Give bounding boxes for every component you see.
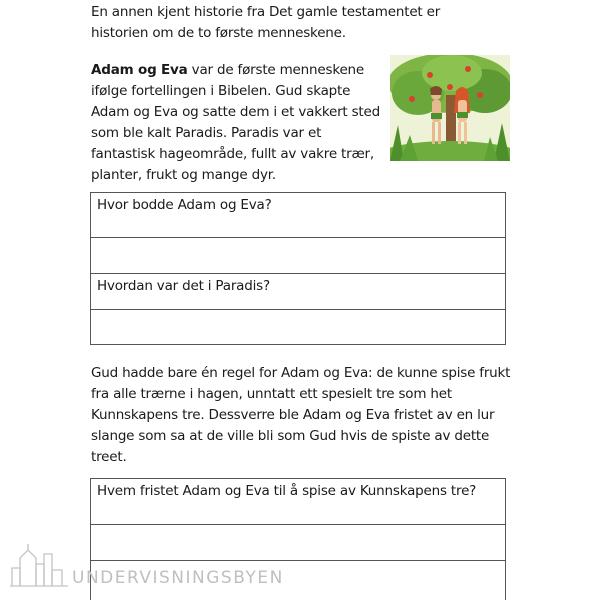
question-table-1 (90, 192, 506, 345)
question-3: Hvem fristet Adam og Eva til å spise av Kunnskapens tre? (91, 479, 505, 525)
adam-eva-bold: Adam og Eva (91, 62, 188, 78)
adam-eva-rest: var de første menneskene ifølge fortellingen i Bibelen. Gud skapte Adam og Eva og satte dem i et vakkert sted som ble kalt Paradis. Paradis var et fantastisk hageområde, fullt av vakre trær, planter, frukt og mange dyr. (91, 62, 381, 183)
adam-and-eve-garden-icon (390, 55, 510, 161)
question-2: Hvordan var det i Paradis? (91, 274, 505, 310)
city-skyline-icon (10, 540, 70, 590)
answer-field-1[interactable] (91, 238, 505, 274)
answer-field-2[interactable] (91, 310, 505, 345)
question-1: Hvor bodde Adam og Eva? (91, 193, 505, 238)
watermark-text: UNDERVISNINGSBYEN (72, 568, 284, 588)
adam-eva-paragraph (91, 60, 381, 186)
intro-text: En annen kjent historie fra Det gamle testamentet er historien om de to første menneskene. (91, 4, 441, 41)
watermark (10, 540, 320, 590)
rule-paragraph: Gud hadde bare én regel for Adam og Eva: de kunne spise frukt fra alle trærne i hagen, unntatt ett spesielt tre som het Kunnskapens tre. Dessverre ble Adam og Eva fristet av en lur slange som sa at de ville bli som Gud hvis de spiste av dette treet. (91, 365, 511, 465)
